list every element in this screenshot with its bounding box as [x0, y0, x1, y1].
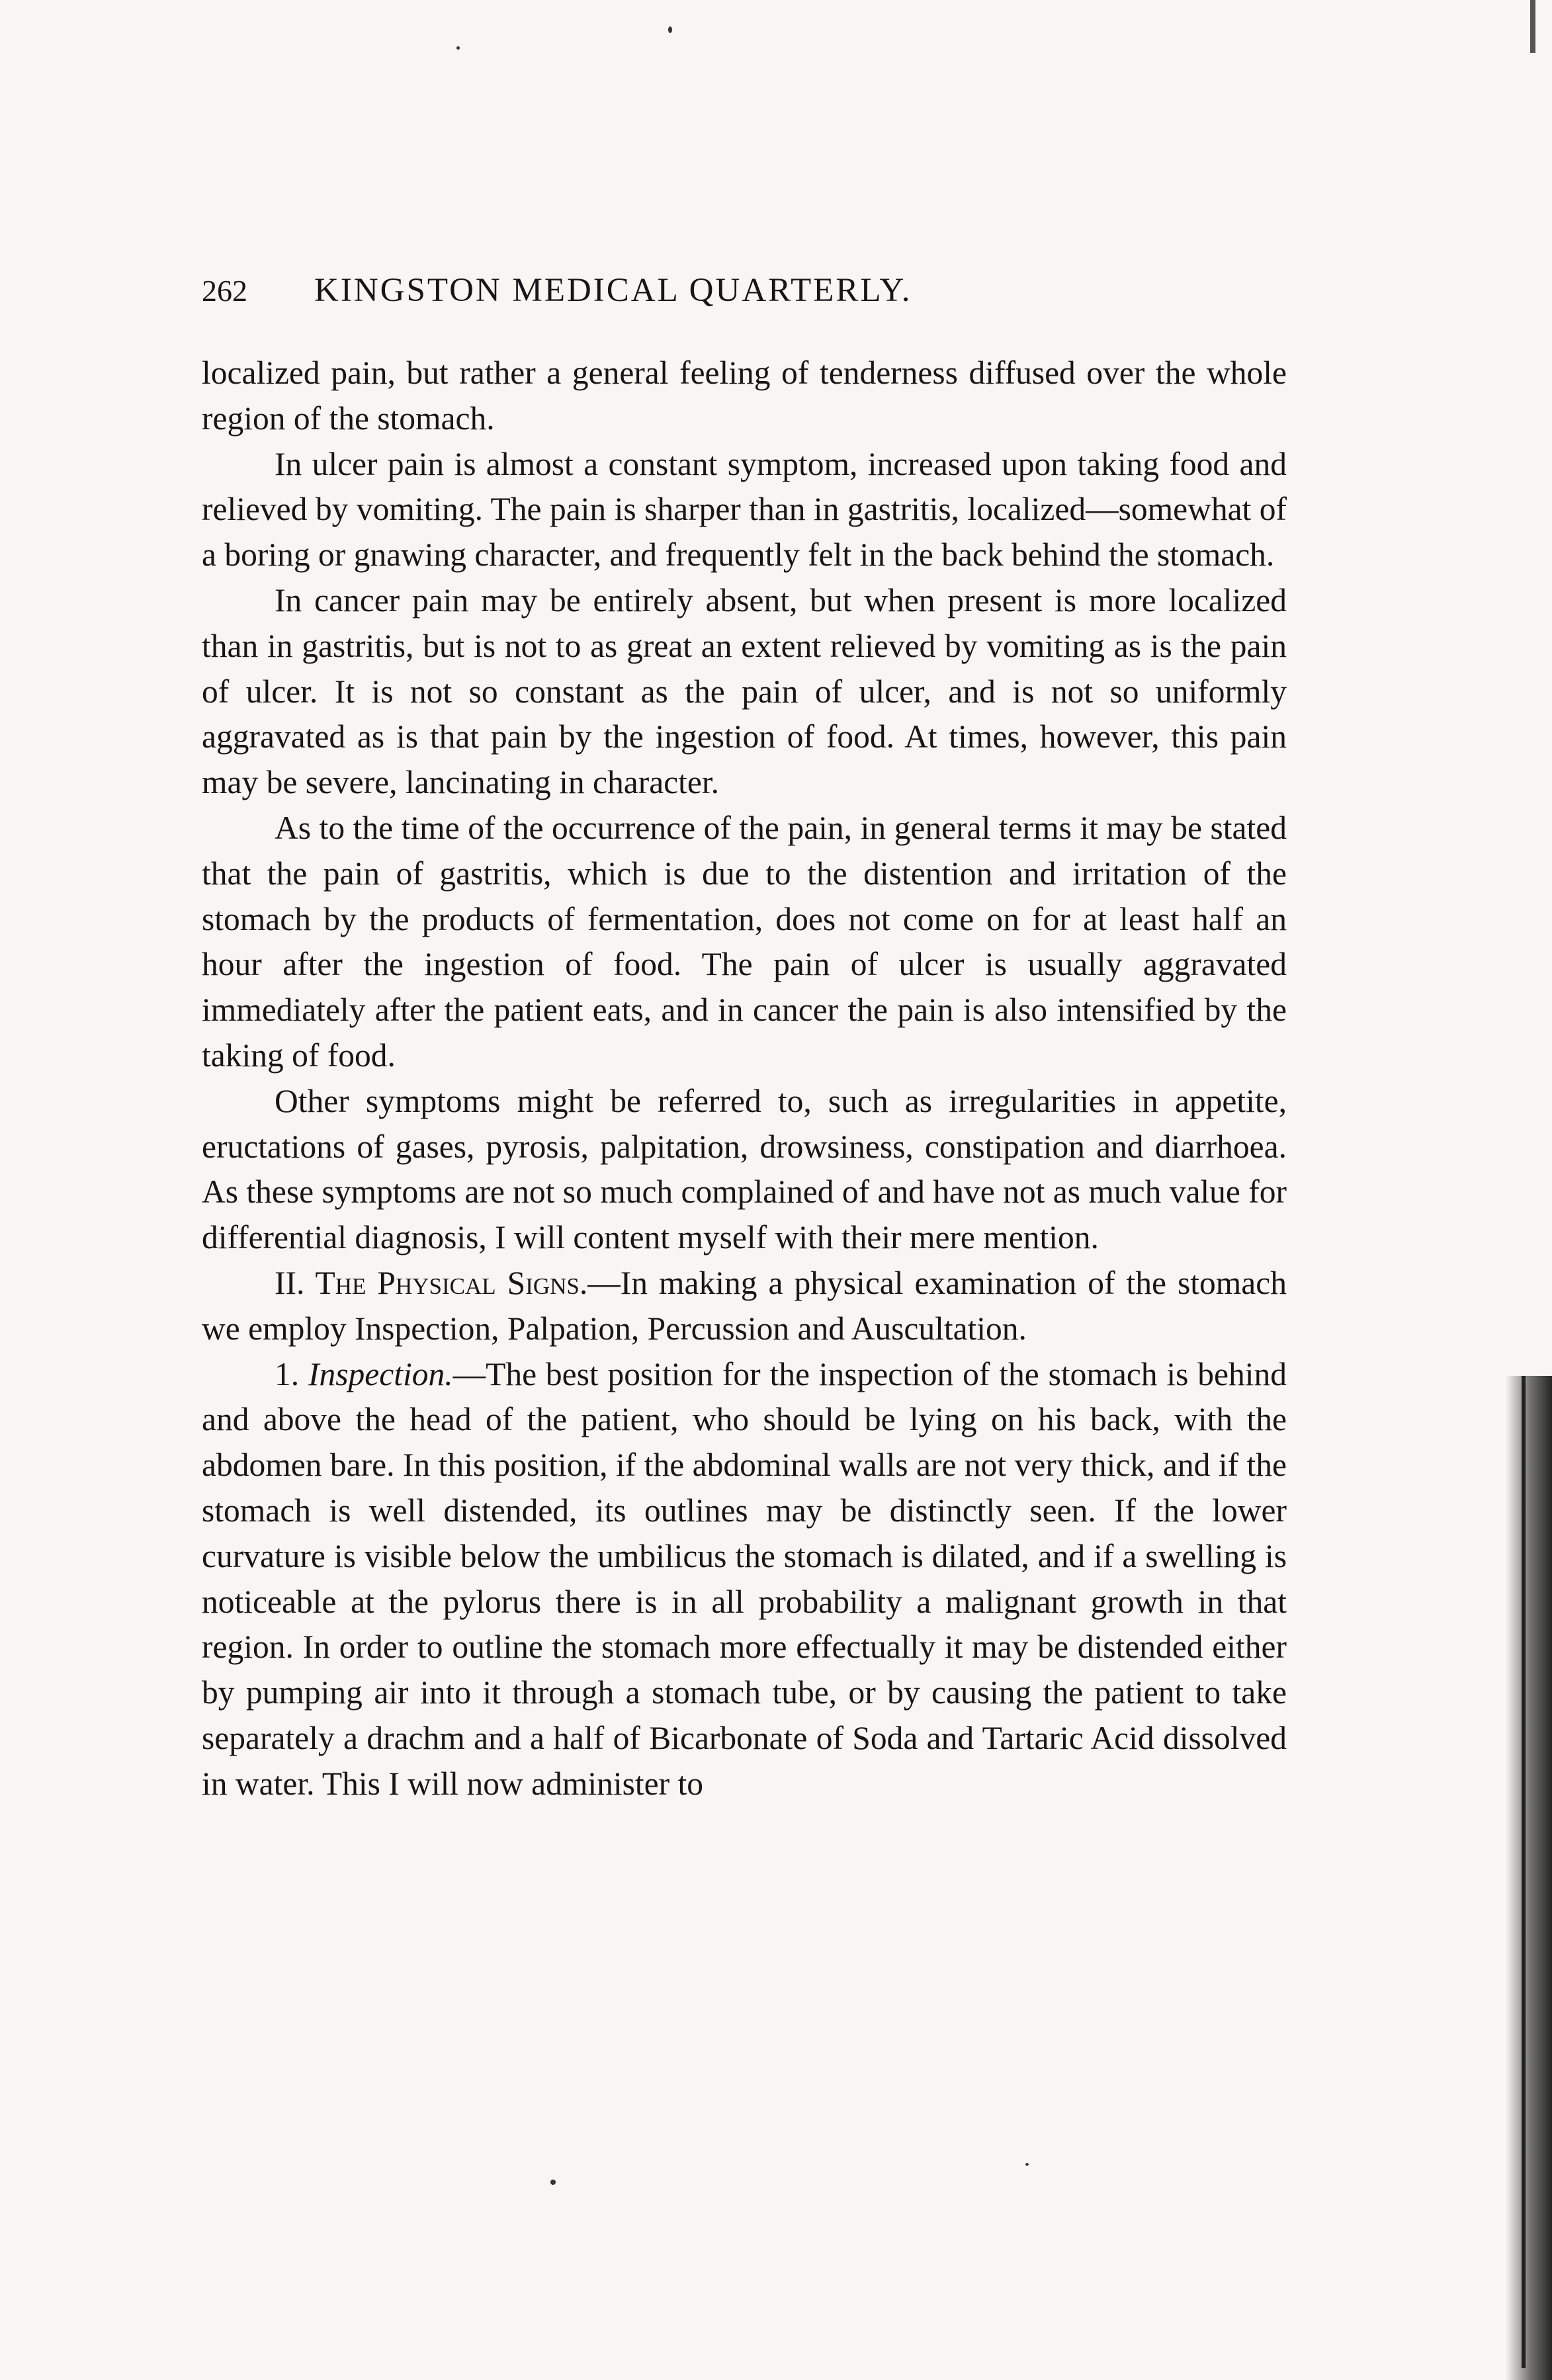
scan-speck [550, 2180, 556, 2185]
subsection-paragraph [202, 1352, 1287, 1807]
page-number: 262 [202, 274, 247, 308]
paragraph: localized pain, but rather a general feeling of tenderness diffused over the whole region of the stomach. [202, 355, 1287, 437]
running-head [202, 271, 1287, 324]
subsection-number: 1. [275, 1355, 300, 1392]
section-heading: II. The Physical Signs. [275, 1264, 588, 1301]
scan-speck [668, 26, 672, 33]
subsection-body: —The best position for the inspection of the stomach is behind and above the head of the patient, who should be lying on his back, with the abdomen bare. In this position, if the abdominal walls are not very thick, and if the stomach is well distended, its outlines may be distinctly seen. If the lower curvature is visible below the umbilicus the stomach is dilated, and if a swelling is noticeable at the pylorus there is in all probability a malignant growth in that region. In order to outline the stomach more effectually it may be distended either by pumping air into it through a stomach tube, or by causing the patient to take separately a drachm and a half of Bicarbonate of Soda and Tartaric Acid dissolved in water. This I will now administer to [202, 1355, 1287, 1802]
scan-speck [1025, 2163, 1029, 2166]
page-content [202, 271, 1287, 1807]
section-paragraph [202, 1261, 1287, 1352]
paragraph: Other symptoms might be referred to, such as irregularities in appetite, eructations of gases, pyrosis, palpitation, drowsiness, constipation and diarrhoea. As these symptoms are not so much complained of and have not as much value for differential diagnosis, I will content myself with their mere mention. [202, 1082, 1287, 1256]
paragraph: In ulcer pain is almost a constant symptom, increased upon taking food and relieved by vomiting. The pain is sharper than in gastritis, localized—somewhat of a boring or gnawing character, and frequently felt in the back behind the stomach. [202, 445, 1287, 574]
paragraph: In cancer pain may be entirely absent, but when present is more localized than in gastritis, but is not to as great an extent relieved by vomiting as is the pain of ulcer. It is not so constant as the pain of ulcer, and is not so uniformly aggravated as is that pain by the ingestion of food. At times, however, this pain may be severe, lancinating in character. [202, 581, 1287, 801]
scan-edge-shadow [1506, 1376, 1552, 2380]
journal-title: KINGSTON MEDICAL QUARTERLY. [314, 272, 912, 309]
scan-edge-mark [1530, 0, 1535, 53]
subsection-heading: Inspection. [308, 1355, 453, 1392]
paragraph: As to the time of the occurrence of the pain, in general terms it may be stated that the pain of gastritis, which is due to the distention and irritation of the stomach by the products of fermentation, does not come on for at least half an hour after the ingestion of food. The pain of ulcer is usually aggravated immediately after the patient eats, and in cancer the pain is also intensified by the taking of food. [202, 809, 1287, 1074]
section-body: —In making a physical examination of the stomach we employ Inspection, Palpation, Percussion and Auscultation. [202, 1264, 1287, 1347]
scan-edge-line [1522, 1376, 1526, 2368]
scan-speck [456, 46, 460, 50]
